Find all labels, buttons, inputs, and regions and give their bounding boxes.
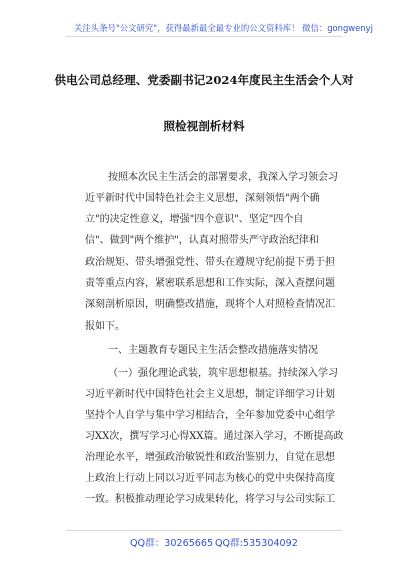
body-line: 深刻剖析原因，明确整改措施，现将个人对照检查情况汇 bbox=[85, 299, 335, 310]
body-line: 近平新时代中国特色社会主义思想，深刻领悟"两个确 bbox=[85, 193, 320, 204]
footer-divider bbox=[66, 530, 342, 531]
body-line: 政治规矩、带头增强党性、带头在遵规守纪前提下勇于担 bbox=[85, 257, 335, 268]
body-line: 上政治上行动上同以习近平同志为核心的党中央保持高度 bbox=[85, 473, 335, 484]
footer-qq-group-1: QQ群：30265665 bbox=[130, 538, 214, 549]
body-line: 一致。积极推动理论学习成果转化，将学习与公司实际工 bbox=[85, 494, 335, 505]
document-title-line-2: 照检视剖析材料 bbox=[163, 119, 245, 133]
section-heading: 一、主题教育专题民主生活会整改措施落实情况 bbox=[108, 345, 318, 356]
header-divider bbox=[66, 36, 342, 37]
body-line: 责等重点内容，紧密联系思想和工作实际，深入查摆问题 bbox=[85, 278, 335, 289]
body-line: 习XX次，撰写学习心得XX篇。通过深入学习，不断提高政 bbox=[85, 431, 344, 442]
body-line: 习近平新时代中国特色社会主义思想，制定详细学习计划 bbox=[85, 389, 335, 400]
body-line: 立"的决定性意义，增强"四个意识"、坚定"四个自 bbox=[85, 214, 304, 225]
body-line: 报如下。 bbox=[85, 321, 125, 332]
body-line: 按照本次民主生活会的部署要求，我深入学习领会习 bbox=[108, 172, 338, 183]
body-line: 坚持个人自学与集中学习相结合，全年参加党委中心组学 bbox=[85, 410, 335, 421]
body-line: 治理论水平，增强政治敏锐性和政治鉴别力，自觉在思想 bbox=[85, 452, 335, 463]
footer-qq-group-2: QQ群:535304092 bbox=[215, 538, 298, 549]
document-title-line-1: 供电公司总经理、党委副书记2024年度民主生活会个人对 bbox=[54, 73, 354, 87]
header-banner: 关注头条号"公文研究"，获得最新最全最专业的公文资料库！ 微信：gongwenyj bbox=[74, 23, 373, 33]
subsection-heading: （一）强化理论武装，筑牢思想根基。持续深入学习 bbox=[108, 368, 338, 379]
body-line: 信"、做到"两个维护"，认真对照带头严守政治纪律和 bbox=[85, 235, 319, 246]
